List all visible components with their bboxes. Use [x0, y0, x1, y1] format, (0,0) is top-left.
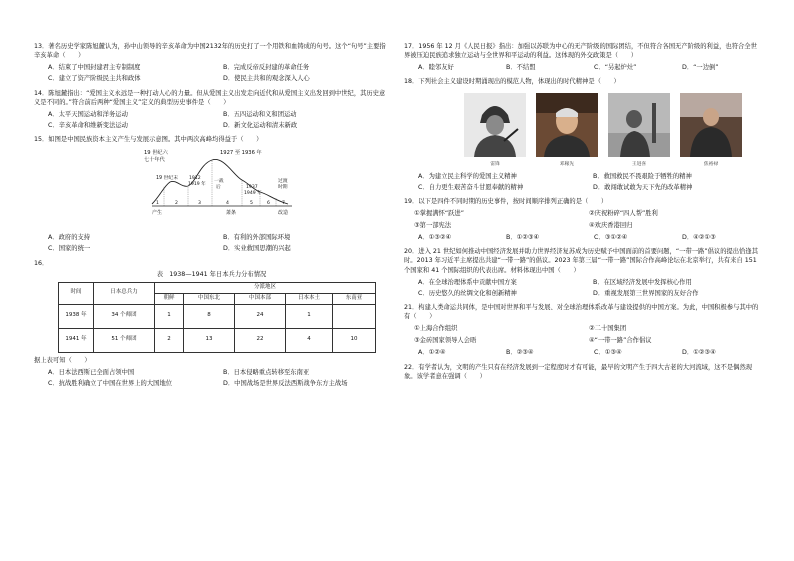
- table-subheader: 中国东北: [184, 293, 235, 304]
- label-ww1b: 后: [216, 185, 221, 191]
- table-cell: 1: [286, 304, 333, 328]
- table-subheader: 东南亚: [333, 293, 376, 304]
- options-group: [48, 233, 389, 253]
- label-transition-1: 过渡: [278, 179, 288, 185]
- options-group: [418, 63, 760, 72]
- table-cell: 24: [235, 304, 286, 328]
- table-header-row: [59, 282, 376, 293]
- left-column: [34, 42, 389, 393]
- label-1949: 1949 年: [244, 191, 262, 197]
- photo-caption: 焦裕禄: [703, 161, 719, 167]
- question-stem: 20．进入 21 世纪如何推动中国经济发展并助力世界经济复苏成为历史赋予中国面前的首要问题，“一带一路”倡议的提出恰逢其时。2013 年习近平主席提出共建“一带一路”的倡议。2023 年第三届“一带一路”国际合作高峰论坛在北京举行，共有来自 151 个国家和 41 个国际组织的代表出席。材料体现出中国（ ）: [404, 248, 758, 274]
- option-a[interactable]: A．结束了中国封建君主专制制度: [48, 64, 141, 72]
- option-d[interactable]: D．使民主共和的观念深入人心: [223, 75, 310, 83]
- option-a[interactable]: A．①②④: [418, 349, 446, 357]
- question-stem: 13．著名历史学家陈旭麓认为，孙中山领导的辛亥革命为中国2132年的历史打了一个用铁和血铸成的句号。这个“句号”主要指辛亥革命（ ）: [34, 43, 386, 60]
- photo-image: [608, 93, 670, 157]
- table-title: 表 1938—1941 年日本兵力分布情况: [156, 270, 267, 278]
- photo-caption: 雷锋: [490, 161, 500, 167]
- label-top-2: 七十年代: [144, 157, 165, 164]
- table-cell: 1: [155, 304, 184, 328]
- photo-image: [464, 93, 526, 157]
- stage-label: 2: [175, 201, 178, 207]
- option-c[interactable]: C．“另起炉灶”: [594, 64, 637, 72]
- troop-distribution-table: [58, 282, 376, 353]
- table-cell: 22: [235, 328, 286, 352]
- question-stem: 19．以下是四件不同时期的历史事件，按时间顺序排列正确的是（ ）: [404, 197, 608, 205]
- photo-caption: 邓稼先: [559, 161, 575, 167]
- option-b[interactable]: B．五四运动和义和团运动: [223, 110, 297, 118]
- table-cell: 34 个师团: [94, 304, 155, 328]
- label-1919: 1919 年: [188, 182, 206, 188]
- table-subheader: 日本本土: [286, 293, 333, 304]
- portrait-row: [464, 93, 760, 169]
- organization-items: [414, 324, 760, 345]
- label-19end: 19 世纪末: [156, 176, 179, 182]
- option-b[interactable]: B．有利的外部国际环境: [223, 234, 291, 242]
- option-c[interactable]: C．自力更生艰苦奋斗甘愿奉献的精神: [418, 183, 524, 191]
- event-item: ④欢庆香港回归: [589, 222, 633, 230]
- option-b[interactable]: B．日本侵略重点转移至东南亚: [223, 368, 310, 376]
- option-a[interactable]: A．日本法西斯已全面占领中国: [48, 368, 135, 376]
- table-cell: 13: [184, 328, 235, 352]
- event-items: [414, 209, 760, 230]
- options-group: [418, 348, 760, 357]
- axis-word-transformation: 改造: [278, 210, 289, 217]
- option-d[interactable]: D．“一边倒”: [682, 64, 719, 72]
- question-stem: 21．构建人类命运共同体，是中国对世界和平与发展、对全球治理体系改革与建设提供的中国方案。为此，中国积极参与其中的有（ ）: [404, 303, 759, 321]
- options-group: [418, 172, 760, 192]
- options-group: [48, 63, 389, 83]
- option-d[interactable]: D．中国战场是世界反法西斯战争东方主战场: [223, 379, 348, 387]
- option-c[interactable]: C．①③④: [594, 349, 622, 357]
- question-18: [404, 77, 760, 191]
- label-transition-2: 时期: [278, 185, 288, 191]
- question-21: [404, 303, 760, 358]
- event-item: ③第一部宪法: [414, 222, 452, 230]
- table-cell: 51 个师团: [94, 328, 155, 352]
- photo-caption: 王进喜: [631, 161, 647, 167]
- option-c[interactable]: C．历史悠久的丝绸文化和创新精神: [418, 289, 517, 297]
- stage-label: 6: [267, 201, 270, 207]
- option-a[interactable]: A．为建立民主科学的爱国主义精神: [418, 172, 517, 180]
- table-header: 分派地区: [155, 282, 376, 293]
- option-b[interactable]: B．①②③④: [506, 234, 540, 242]
- photo-image: [680, 93, 742, 157]
- question-stem: 14．陈旭麓指出：“爱国主义永远是一种打动人心的力量。但从爱国主义出发走向近代和从爱国主义出发回到中世纪，其历史意义是不同的。”符合前后两种“爱国主义”定义的典型历史事件是（ ）: [34, 89, 386, 106]
- question-prompt: 据上表可知（ ）: [34, 356, 91, 364]
- question-17: [404, 42, 760, 72]
- question-14: [34, 89, 389, 131]
- option-b[interactable]: B．完成反帝反封建的革命任务: [223, 64, 310, 72]
- event-item: ②庆祝粉碎“四人帮”胜利: [589, 209, 658, 217]
- question-16: [34, 259, 389, 389]
- label-ww1: 一战: [214, 179, 224, 185]
- question-stem: 15．如图是中国民族资本主义产生与发展示意图。其中两次高峰均得益于（ ）: [34, 136, 263, 143]
- option-a[interactable]: A．政府的支持: [48, 234, 91, 242]
- capitalism-development-diagram: [142, 146, 389, 229]
- organization-item: ③金砖国家领导人会晤: [414, 337, 477, 345]
- stage-label: 5: [250, 201, 253, 207]
- options-group: [48, 110, 389, 130]
- table-cell: 8: [184, 304, 235, 328]
- question-stem: 17．1956 年 12 月《人民日报》指出：加强以苏联为中心的无产阶级的国际团结，不但符合各国无产阶级的利益，也符合全世界被压迫民族追求独立运动与全世界和平运动的利益。这体现的外交政策是（ ）: [404, 43, 757, 60]
- option-b[interactable]: B．不结盟: [506, 64, 536, 72]
- table-subheader: 中国本部: [235, 293, 286, 304]
- option-d[interactable]: D．④②①③: [682, 234, 716, 242]
- table-row: [59, 304, 376, 328]
- axis-word-depression: 萧条: [226, 210, 237, 217]
- option-c[interactable]: C．抗战胜利确立了中国在世界上的大国地位: [48, 379, 173, 387]
- stage-label: 3: [198, 201, 201, 207]
- label-top-1: 19 世纪六: [144, 150, 168, 157]
- question-number: 16．: [34, 259, 49, 267]
- option-b[interactable]: B．②③④: [506, 349, 534, 357]
- option-b[interactable]: B．在区域经济发展中发挥核心作用: [593, 278, 692, 286]
- option-b[interactable]: B．救国救民不畏艰险于牺牲的精神: [593, 172, 692, 180]
- portrait-deng-jiaxian: [536, 93, 598, 169]
- question-13: [34, 42, 389, 84]
- portrait-lei-feng: [464, 93, 526, 169]
- option-a[interactable]: A．太平天国运动和洋务运动: [48, 110, 128, 118]
- option-d[interactable]: D．①②③④: [682, 349, 716, 357]
- organization-item: ②二十国集团: [589, 325, 627, 333]
- option-a[interactable]: A．睦邻友好: [418, 64, 454, 72]
- question-20: [404, 247, 760, 298]
- option-c[interactable]: C．辛亥革命和维新变法运动: [48, 121, 128, 129]
- option-d[interactable]: D．新文化运动和清末新政: [223, 121, 298, 129]
- options-group: [48, 368, 389, 388]
- table-cell: [333, 304, 376, 328]
- organization-item: ①上海合作组织: [414, 325, 458, 333]
- table-cell: 1938 年: [59, 304, 94, 328]
- question-22: [404, 363, 760, 381]
- option-c[interactable]: C．国家的统一: [48, 245, 91, 253]
- option-a[interactable]: A．①③②④: [418, 234, 452, 242]
- stage-label: 4: [226, 201, 229, 207]
- table-cell: 2: [155, 328, 184, 352]
- stage-label: 7: [282, 201, 285, 207]
- table-cell: 1941 年: [59, 328, 94, 352]
- options-group: [418, 278, 760, 298]
- organization-item: ④“一带一路”合作倡议: [589, 337, 652, 345]
- option-d[interactable]: D．重视发展第三世界国家的友好合作: [593, 289, 699, 297]
- event-item: ①掌握满怀“跃进”: [414, 209, 464, 217]
- question-15: [34, 135, 389, 254]
- label-1912: 1912: [189, 176, 201, 182]
- table-cell: 10: [333, 328, 376, 352]
- portrait-jiao-yulu: [680, 93, 742, 169]
- option-d[interactable]: D．敢闯敢试敢为天下先的改革精神: [593, 183, 693, 191]
- table-cell: 4: [286, 328, 333, 352]
- axis-word-emergence: 产生: [152, 210, 163, 217]
- label-top-3: 1927 至 1936 年: [220, 150, 262, 157]
- question-19: [404, 197, 760, 243]
- portrait-wang-jinxi: [608, 93, 670, 169]
- diagram-svg: [142, 146, 302, 226]
- question-stem: 22．有学者认为，文明的产生只有在经济发展到一定程度时才有可能，最早的文明产生于四大古老的大河流域，这不是偶然现象。该学者意在强调（ ）: [404, 363, 753, 380]
- table-header: 日本总兵力: [94, 282, 155, 304]
- table-subheader: 朝鲜: [155, 293, 184, 304]
- options-group: [418, 233, 760, 242]
- option-c[interactable]: C．建立了资产阶级民主共和政体: [48, 75, 141, 83]
- table-row: [59, 328, 376, 352]
- label-1937: 1937: [246, 185, 258, 191]
- stage-label: 1: [156, 201, 159, 207]
- option-a[interactable]: A．在全球治理体系中贡献中国方案: [418, 278, 517, 286]
- table-header: 时间: [59, 282, 94, 304]
- photo-image: [536, 93, 598, 157]
- question-stem: 18．下列社会主义建设时期涌现出的模范人物，体现出的时代精神是（ ）: [404, 78, 620, 86]
- right-column: [404, 42, 760, 384]
- option-d[interactable]: D．实业救国思潮的兴起: [223, 245, 291, 253]
- option-c[interactable]: C．③①②④: [594, 234, 628, 242]
